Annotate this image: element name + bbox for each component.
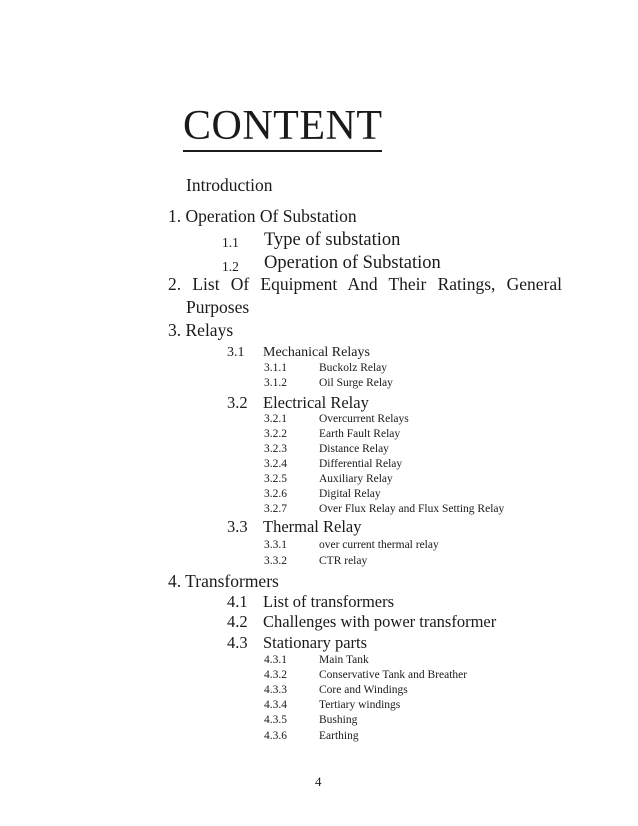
- toc-section-2: 2. List Of Equipment And Their Ratings, General: [168, 274, 562, 294]
- toc-item-label: Mechanical Relays: [263, 345, 370, 360]
- toc-subitem-number: 4.3.6: [264, 730, 287, 742]
- toc-item-number: 3.1: [227, 345, 245, 360]
- toc-subitem-label: Earth Fault Relay: [319, 428, 401, 440]
- toc-subitem-label: Earthing: [319, 730, 359, 742]
- toc-item-number: 4.3: [227, 633, 248, 652]
- toc-subitem-number: 3.2.2: [264, 428, 287, 440]
- toc-subitem-label: Auxiliary Relay: [319, 473, 393, 485]
- toc-subitem-label: Buckolz Relay: [319, 362, 388, 374]
- toc-item-number: 4.2: [227, 612, 248, 631]
- toc-subitem-label: Digital Relay: [319, 488, 381, 500]
- toc-subitem-number: 3.3.2: [264, 555, 287, 567]
- toc-subitem-number: 3.2.4: [264, 458, 287, 470]
- toc-item-number: 1.2: [222, 259, 239, 274]
- toc-subitem-number: 3.3.1: [264, 539, 287, 551]
- toc-subitem-number: 3.2.1: [264, 413, 287, 425]
- toc-subitem-label: Conservative Tank and Breather: [319, 669, 468, 681]
- toc-section-2-continued: Purposes: [186, 297, 250, 317]
- toc-subitem-number: 3.2.7: [264, 503, 287, 515]
- toc-subitem-label: over current thermal relay: [319, 539, 439, 551]
- toc-item-number: 1.1: [222, 235, 239, 250]
- toc-subitem-number: 4.3.3: [264, 684, 287, 696]
- toc-subitem-label: CTR relay: [319, 555, 368, 567]
- toc-item-number: 3.3: [227, 517, 248, 536]
- toc-introduction: Introduction: [186, 175, 273, 195]
- toc-section-3: 3. Relays: [168, 320, 234, 340]
- toc-subitem-label: Tertiary windings: [319, 699, 401, 711]
- toc-subitem-number: 4.3.2: [264, 669, 287, 681]
- toc-subitem-label: Distance Relay: [319, 443, 389, 455]
- toc-subitem-label: Main Tank: [319, 654, 369, 666]
- toc-item-label: Operation of Substation: [264, 253, 441, 273]
- page-number: 4: [315, 774, 322, 789]
- toc-subitem-number: 3.2.5: [264, 473, 287, 485]
- toc-item-label: Type of substation: [264, 230, 401, 250]
- toc-subitem-number: 3.2.3: [264, 443, 287, 455]
- toc-item-number: 4.1: [227, 592, 248, 611]
- toc-subitem-label: Bushing: [319, 714, 358, 726]
- toc-subitem-number: 3.2.6: [264, 488, 287, 500]
- page-title: CONTENT: [183, 104, 382, 152]
- toc-subitem-number: 4.3.4: [264, 699, 287, 711]
- toc-section-1: 1. Operation Of Substation: [168, 206, 357, 226]
- toc-subitem-label: Oil Surge Relay: [319, 377, 393, 389]
- toc-section-4: 4. Transformers: [168, 571, 279, 591]
- toc-item-label: Thermal Relay: [263, 517, 362, 536]
- toc-item-number: 3.2: [227, 393, 248, 412]
- toc-subitem-number: 4.3.5: [264, 714, 287, 726]
- toc-subitem-label: Overcurrent Relays: [319, 413, 409, 425]
- toc-item-label: Challenges with power transformer: [263, 612, 497, 631]
- toc-subitem-label: Differential Relay: [319, 458, 403, 470]
- toc-item-label: Stationary parts: [263, 633, 368, 652]
- toc-subitem-number: 3.1.2: [264, 377, 287, 389]
- toc-item-label: Electrical Relay: [263, 393, 369, 412]
- toc-subitem-number: 4.3.1: [264, 654, 287, 666]
- toc-subitem-label: Core and Windings: [319, 684, 408, 696]
- toc-subitem-label: Over Flux Relay and Flux Setting Relay: [319, 503, 505, 515]
- toc-subitem-number: 3.1.1: [264, 362, 287, 374]
- toc-item-label: List of transformers: [263, 592, 395, 611]
